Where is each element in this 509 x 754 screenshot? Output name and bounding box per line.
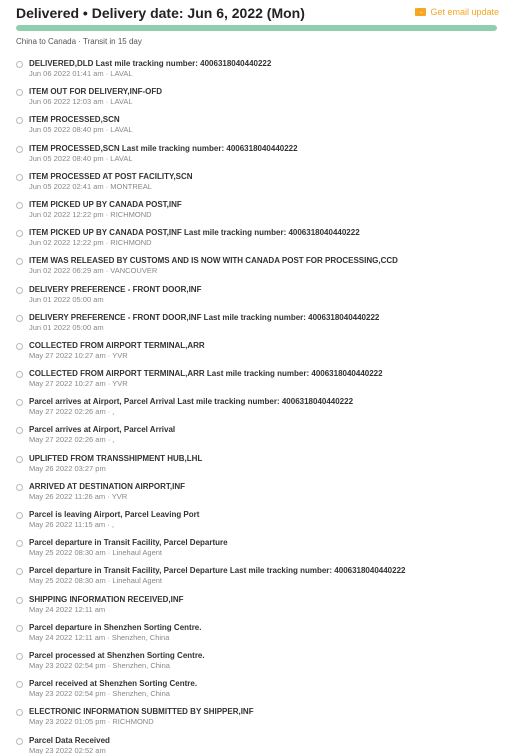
event-meta: Jun 05 2022 08:40 pm · LAVAL (29, 125, 133, 135)
event-title: COLLECTED FROM AIRPORT TERMINAL,ARR (29, 340, 205, 350)
event-title: Parcel received at Shenzhen Sorting Centre. (29, 679, 198, 689)
timeline-dot-icon (16, 597, 23, 604)
event-meta: Jun 02 2022 06:29 am · VANCOUVER (29, 266, 158, 276)
tracking-event (16, 651, 499, 679)
timeline-dot-icon (16, 568, 23, 575)
timeline-dot-icon (16, 202, 23, 209)
event-title: ITEM PROCESSED,SCN Last mile tracking number: 4006318040440222 (29, 143, 298, 153)
event-meta: Jun 05 2022 02:41 am · MONTREAL (29, 181, 152, 191)
tracking-event (16, 538, 499, 566)
event-meta: Jun 02 2022 12:22 pm · RICHMOND (29, 209, 152, 219)
event-meta: May 23 2022 02:54 pm · Shenzhen, China (29, 660, 170, 670)
event-title: ITEM PICKED UP BY CANADA POST,INF Last mile tracking number: 4006318040440222 (29, 228, 360, 238)
timeline-dot-icon (16, 258, 23, 265)
event-title: ITEM WAS RELEASED BY CUSTOMS AND IS NOW WITH CANADA POST FOR PROCESSING,CCD (29, 256, 398, 266)
event-title: DELIVERY PREFERENCE - FRONT DOOR,INF Last mile tracking number: 4006318040440222 (29, 312, 380, 322)
delivery-progress-bar (16, 25, 497, 31)
tracking-event (16, 59, 499, 87)
event-title: ITEM PICKED UP BY CANADA POST,INF (29, 199, 182, 209)
timeline-dot-icon (16, 343, 23, 350)
tracking-event (16, 397, 499, 425)
event-meta: Jun 02 2022 12:22 pm · RICHMOND (29, 238, 152, 248)
event-title: Parcel departure in Shenzhen Sorting Centre. (29, 622, 202, 632)
event-title: Parcel arrives at Airport, Parcel Arrival Last mile tracking number: 4006318040440222 (29, 397, 354, 407)
event-meta: May 26 2022 11:15 am · , (29, 520, 114, 529)
timeline-dot-icon (16, 146, 23, 153)
event-meta: May 27 2022 10:27 am · YVR (29, 350, 128, 360)
event-meta: May 23 2022 02:54 pm · Shenzhen, China (29, 689, 170, 699)
tracking-event (16, 313, 499, 341)
event-meta: May 26 2022 11:26 am · YVR (29, 491, 128, 501)
tracking-event (16, 595, 499, 623)
tracking-event (16, 369, 499, 397)
mail-icon (415, 8, 426, 16)
delivery-status-title: Delivered • Delivery date: Jun 6, 2022 (Mon) (16, 5, 305, 21)
timeline-dot-icon (16, 512, 23, 519)
tracking-event (16, 425, 499, 453)
event-title: ELECTRONIC INFORMATION SUBMITTED BY SHIPPER,INF (29, 707, 254, 717)
event-title: Parcel departure in Transit Facility, Parcel Departure (29, 538, 228, 548)
event-meta: Jun 01 2022 05:00 am (29, 322, 104, 332)
email-update-label: Get email update (430, 7, 499, 17)
timeline-dot-icon (16, 61, 23, 68)
event-meta: May 26 2022 03:27 pm (29, 463, 106, 473)
tracking-event (16, 679, 499, 707)
event-meta: May 24 2022 12:11 am (29, 604, 106, 614)
timeline-dot-icon (16, 315, 23, 322)
timeline-dot-icon (16, 399, 23, 406)
event-meta: May 25 2022 08:30 am · Linehaul Agent (29, 576, 163, 586)
timeline-dot-icon (16, 371, 23, 378)
event-meta: Jun 06 2022 01:41 am · LAVAL (29, 69, 133, 78)
timeline-dot-icon (16, 540, 23, 547)
tracking-event (16, 115, 499, 143)
tracking-event (16, 566, 499, 594)
event-title: DELIVERED,DLD Last mile tracking number: 4006318040440222 (29, 59, 272, 68)
tracking-event (16, 482, 499, 510)
event-meta: May 23 2022 01:05 pm · RICHMOND (29, 717, 154, 727)
tracking-header (16, 5, 499, 25)
timeline-dot-icon (16, 681, 23, 688)
tracking-event (16, 736, 499, 754)
timeline-dot-icon (16, 625, 23, 632)
event-title: DELIVERY PREFERENCE - FRONT DOOR,INF (29, 284, 202, 294)
timeline-dot-icon (16, 709, 23, 716)
timeline-dot-icon (16, 653, 23, 660)
event-meta: May 23 2022 02:52 am (29, 745, 106, 754)
event-title: Parcel processed at Shenzhen Sorting Centre. (29, 650, 205, 660)
timeline-dot-icon (16, 738, 23, 745)
tracking-event (16, 228, 499, 256)
event-meta: May 25 2022 08:30 am · Linehaul Agent (29, 548, 163, 558)
tracking-event (16, 285, 499, 313)
tracking-event (16, 144, 499, 172)
tracking-event (16, 256, 499, 284)
tracking-event-list (16, 59, 499, 754)
event-title: Parcel is leaving Airport, Parcel Leaving Port (29, 510, 200, 519)
tracking-event (16, 454, 499, 482)
timeline-dot-icon (16, 427, 23, 434)
event-meta: May 27 2022 02:26 am · , (29, 435, 115, 445)
event-title: Parcel arrives at Airport, Parcel Arrival (29, 425, 176, 435)
tracking-event (16, 87, 499, 115)
timeline-dot-icon (16, 484, 23, 491)
event-title: SHIPPING INFORMATION RECEIVED,INF (29, 594, 184, 604)
tracking-event (16, 510, 499, 538)
event-title: ITEM OUT FOR DELIVERY,INF-OFD (29, 87, 163, 97)
timeline-dot-icon (16, 174, 23, 181)
event-title: UPLIFTED FROM TRANSSHIPMENT HUB,LHL (29, 453, 203, 463)
tracking-event (16, 172, 499, 200)
tracking-event (16, 200, 499, 228)
timeline-dot-icon (16, 456, 23, 463)
tracking-event (16, 707, 499, 735)
event-title: ARRIVED AT DESTINATION AIRPORT,INF (29, 481, 185, 491)
timeline-dot-icon (16, 230, 23, 237)
event-meta: Jun 05 2022 08:40 pm · LAVAL (29, 153, 133, 163)
event-title: ITEM PROCESSED AT POST FACILITY,SCN (29, 171, 193, 181)
tracking-event (16, 623, 499, 651)
route-summary: China to Canada · Transit in 15 day (16, 37, 142, 46)
event-meta: May 27 2022 10:27 am · YVR (29, 379, 128, 389)
email-update-link[interactable] (415, 7, 499, 17)
event-title: ITEM PROCESSED,SCN (29, 115, 120, 125)
event-title: Parcel departure in Transit Facility, Parcel Departure Last mile tracking number: 4006318040440222 (29, 566, 406, 576)
timeline-dot-icon (16, 287, 23, 294)
timeline-dot-icon (16, 89, 23, 96)
timeline-dot-icon (16, 117, 23, 124)
event-title: Parcel Data Received (29, 735, 110, 745)
tracking-event (16, 341, 499, 369)
event-meta: May 27 2022 02:26 am · , (29, 407, 115, 417)
event-meta: Jun 06 2022 12:03 am · LAVAL (29, 97, 133, 107)
delivery-progress-fill (16, 25, 497, 31)
event-meta: May 24 2022 12:11 am · Shenzhen, China (29, 632, 170, 642)
event-title: COLLECTED FROM AIRPORT TERMINAL,ARR Last mile tracking number: 4006318040440222 (29, 369, 383, 379)
event-meta: Jun 01 2022 05:00 am (29, 294, 104, 304)
